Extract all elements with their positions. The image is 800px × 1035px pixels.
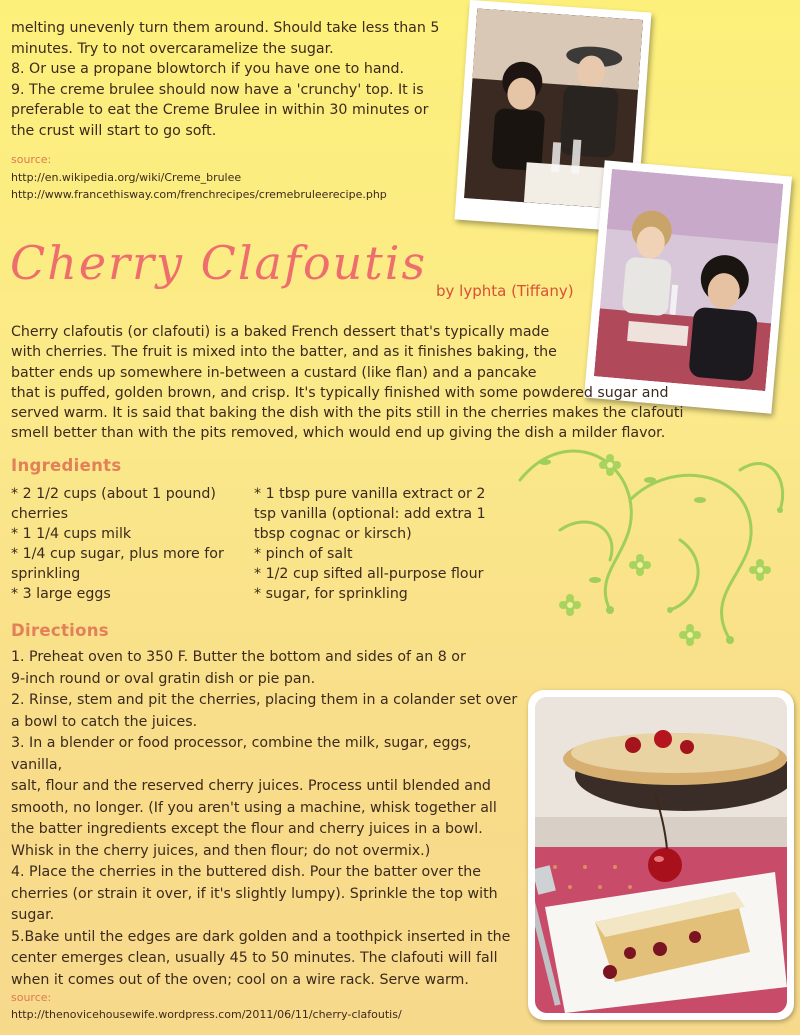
direction-line: 2. Rinse, stem and pit the cherries, placing them in a colander set over bbox=[11, 692, 518, 708]
ingredient-item: * 1 tbsp pure vanilla extract or 2 bbox=[254, 486, 486, 502]
direction-line: 4. Place the cherries in the buttered dish. Pour the batter over the bbox=[11, 864, 481, 880]
source-link[interactable]: http://en.wikipedia.org/wiki/Creme_brulee bbox=[11, 171, 242, 184]
description-line: Cherry clafoutis (or clafouti) is a baked French dessert that's typically made bbox=[11, 324, 550, 340]
direction-line: cherries (or strain it over, if it's slightly lumpy). Sprinkle the top with bbox=[11, 885, 498, 902]
ingredient-item: * pinch of salt bbox=[254, 546, 353, 562]
direction-line: when it comes out of the oven; cool on a wire rack. Serve warm. bbox=[11, 971, 469, 988]
ingredients-list-left bbox=[11, 484, 251, 604]
description bbox=[11, 322, 701, 444]
source-link[interactable]: http://thenovicehousewife.wordpress.com/2011/06/11/cherry-clafoutis/ bbox=[11, 1008, 402, 1021]
direction-line: a bowl to catch the juices. bbox=[11, 713, 198, 730]
direction-line: Whisk in the cherry juices, and then flour; do not overmix.) bbox=[11, 842, 431, 859]
intro-line: preferable to eat the Creme Brulee in within 30 minutes or bbox=[11, 102, 429, 118]
ingredient-item: * 1/4 cup sugar, plus more for bbox=[11, 546, 224, 562]
source-label: source: bbox=[11, 991, 52, 1004]
ingredients-heading: Ingredients bbox=[11, 456, 122, 475]
directions-heading: Directions bbox=[11, 621, 109, 640]
description-line: with cherries. The fruit is mixed into the batter, and as it finishes baking, the bbox=[11, 344, 557, 361]
source-link[interactable]: http://www.francethisway.com/frenchrecipes/cremebruleerecipe.php bbox=[11, 188, 387, 201]
source-label: source: bbox=[11, 153, 52, 166]
direction-line: salt, flour and the reserved cherry juices. Process until blended and bbox=[11, 778, 491, 794]
intro-line: 9. The creme brulee should now have a 'crunchy' top. It is bbox=[11, 81, 424, 98]
direction-line: the batter ingredients except the flour and cherry juices in a bowl. bbox=[11, 821, 483, 837]
ingredient-item: * sugar, for sprinkling bbox=[254, 586, 408, 602]
direction-line: 9-inch round or oval gratin dish or pie pan. bbox=[11, 670, 316, 687]
direction-line: smooth, no longer. (If you aren't using a machine, whisk together all bbox=[11, 799, 497, 816]
ingredient-item: cherries bbox=[11, 506, 68, 522]
ingredient-item: sprinkling bbox=[11, 566, 81, 582]
floral-vine-decoration bbox=[500, 440, 800, 660]
intro-text bbox=[11, 18, 451, 141]
intro-line: melting unevenly turn them around. Should take less than 5 bbox=[11, 20, 440, 36]
description-line: smell better than with the pits removed, which would end up giving the dish a milder flavor. bbox=[11, 425, 666, 442]
direction-line: sugar. bbox=[11, 907, 55, 923]
direction-line: 5.Bake until the edges are dark golden and a toothpick inserted in the bbox=[11, 928, 511, 945]
ingredient-item: tbsp cognac or kirsch) bbox=[254, 526, 412, 542]
page-title: Cherry Clafoutis bbox=[10, 236, 428, 290]
intro-line: 8. Or use a propane blowtorch if you have one to hand. bbox=[11, 61, 405, 77]
ingredient-item: tsp vanilla (optional: add extra 1 bbox=[254, 506, 486, 522]
ingredient-item: * 2 1/2 cups (about 1 pound) bbox=[11, 486, 216, 502]
description-line: batter ends up somewhere in-between a custard (like flan) and a pancake bbox=[11, 364, 537, 381]
intro-line: the crust will start to go soft. bbox=[11, 122, 217, 139]
intro-line: minutes. Try to not overcaramelize the sugar. bbox=[11, 40, 334, 57]
direction-line: 1. Preheat oven to 350 F. Butter the bottom and sides of an 8 or bbox=[11, 649, 466, 665]
ingredient-item: * 1/2 cup sifted all-purpose flour bbox=[254, 566, 484, 582]
byline: by lyphta (Tiffany) bbox=[436, 282, 574, 300]
ingredient-item: * 1 1/4 cups milk bbox=[11, 526, 132, 542]
cake-photo bbox=[535, 697, 787, 1013]
direction-line: center emerges clean, usually 45 to 50 minutes. The clafouti will fall bbox=[11, 950, 498, 966]
description-line: that is puffed, golden brown, and crisp. It's typically finished with some powdered sugar and bbox=[11, 384, 669, 401]
directions-text bbox=[11, 647, 526, 991]
ingredient-item: * 3 large eggs bbox=[11, 586, 111, 602]
clafoutis-illustration bbox=[535, 697, 787, 1013]
description-line: served warm. It is said that baking the dish with the pits still in the cherries makes the clafouti bbox=[11, 405, 684, 422]
ingredients-list-right bbox=[254, 484, 514, 604]
direction-line: 3. In a blender or food processor, combine the milk, sugar, eggs, vanilla, bbox=[11, 735, 472, 773]
cake-photo-frame bbox=[528, 690, 794, 1020]
